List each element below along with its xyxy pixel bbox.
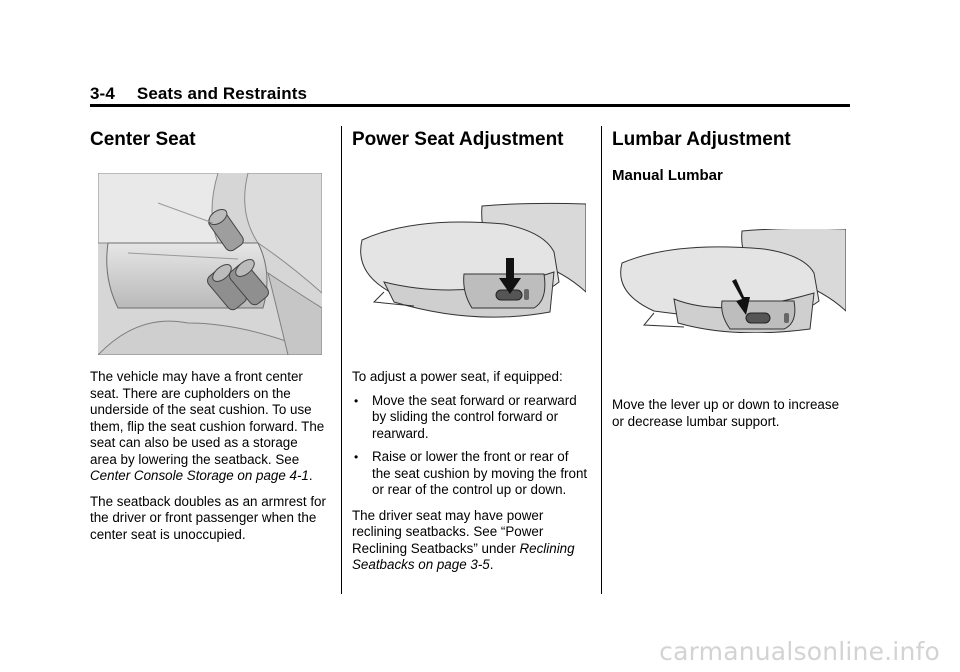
lumbar-heading: Lumbar Adjustment <box>612 129 791 150</box>
header-rule <box>90 104 850 107</box>
page-number: 3-4 <box>90 84 115 103</box>
power-seat-body <box>352 369 588 574</box>
watermark: carmanualsonline.info <box>659 637 940 666</box>
power-seat-heading: Power Seat Adjustment <box>352 129 564 150</box>
center-seat-text: The vehicle may have a front center seat. There are cupholders on the underside of the seat cushion. To use them, flip the seat cushion forward. The seat can also be used as a storage area by lowering the seatback. See <box>90 369 325 467</box>
power-seat-section <box>352 128 588 152</box>
power-seat-intro: To adjust a power seat, if equipped: <box>352 369 563 384</box>
column-divider <box>341 126 342 594</box>
manual-lumbar-subheading: Manual Lumbar <box>612 167 723 184</box>
lumbar-section <box>612 128 848 186</box>
lumbar-illustration <box>614 229 846 333</box>
center-seat-paragraph-2: The seatback doubles as an armrest for the driver or front passenger when the center seat is unoccupied. <box>90 493 326 542</box>
section-title: Seats and Restraints <box>136 84 308 103</box>
page-header <box>90 84 307 104</box>
power-seat-list <box>352 393 588 499</box>
lumbar-body <box>612 397 848 430</box>
period: . <box>489 557 494 572</box>
period: . <box>308 468 313 483</box>
bullet-text: Move the seat forward or rearward by sliding the control forward or rearward. <box>372 392 577 441</box>
column-divider <box>601 126 602 594</box>
center-seat-illustration <box>98 173 322 355</box>
reclining-seatbacks-reference[interactable]: Reclining Seatbacks on page 3-5 <box>352 540 575 572</box>
center-seat-section <box>90 128 326 152</box>
power-seat-illustration <box>354 202 586 330</box>
bullet-text: Raise or lower the front or rear of the seat cushion by moving the front or rear of the control up or down. <box>372 449 588 497</box>
list-item <box>352 449 588 499</box>
lumbar-paragraph: Move the lever up or down to increase or decrease lumbar support. <box>612 397 840 429</box>
center-seat-paragraph-1 <box>90 369 326 485</box>
center-console-reference[interactable]: Center Console Storage on page 4-1 <box>90 468 309 483</box>
center-seat-body <box>90 369 326 543</box>
center-seat-heading: Center Seat <box>90 129 196 150</box>
list-item <box>352 393 588 443</box>
power-seat-paragraph <box>352 508 588 574</box>
bullet-icon: • <box>354 393 359 408</box>
bullet-icon: • <box>354 450 359 464</box>
power-seat-text: The driver seat may have power reclining seatbacks. See “Power Reclining Seatbacks” under <box>352 507 544 556</box>
